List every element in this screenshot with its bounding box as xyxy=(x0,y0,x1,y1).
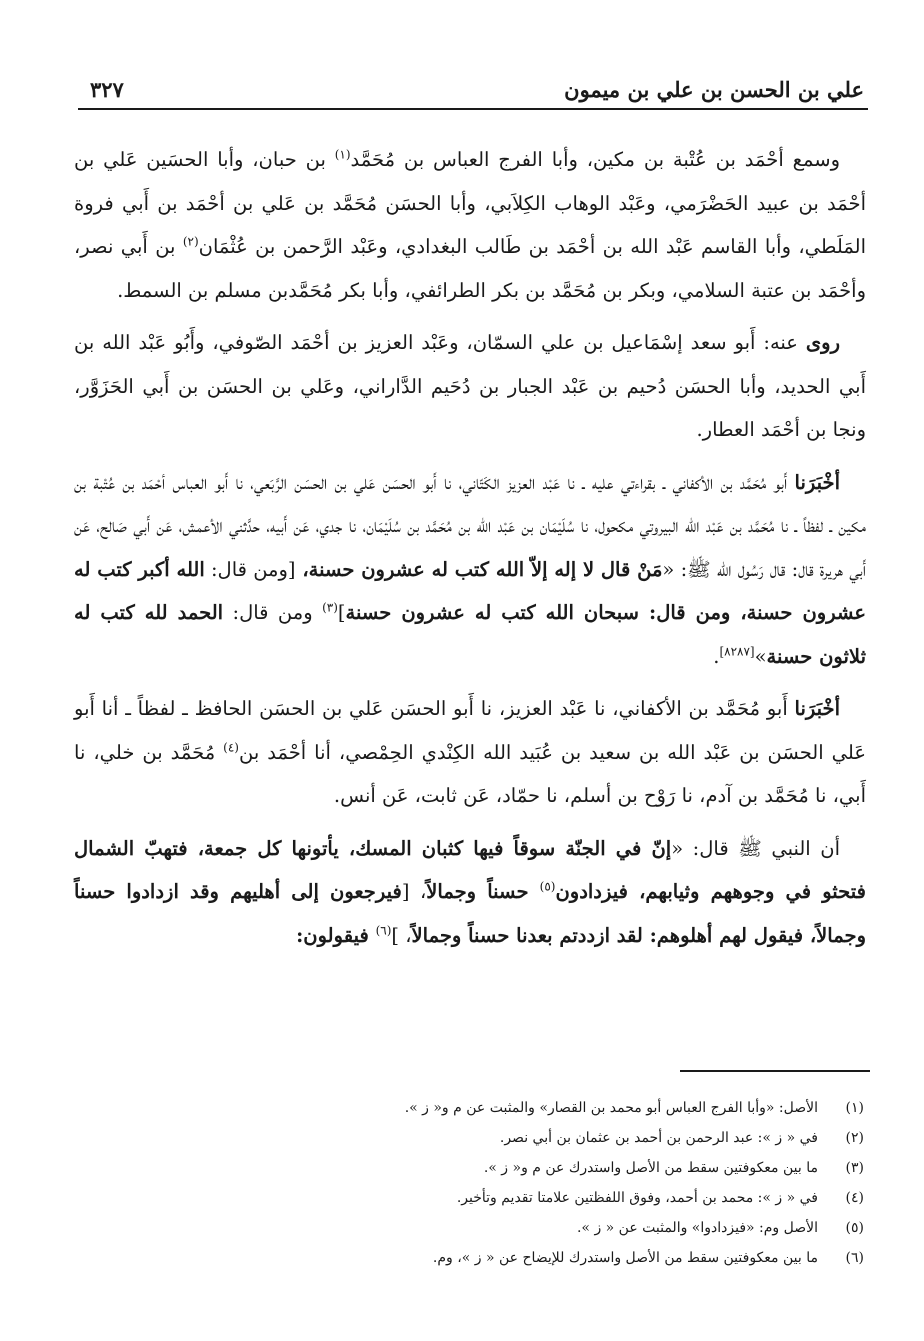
paragraph-lead-word: أخْبَرَنا xyxy=(794,697,840,720)
footnote xyxy=(74,1213,864,1243)
text-run: أن النبي ﷺ قال: « xyxy=(671,836,840,860)
running-header-title: علي بن الحسن بن علي بن ميمون xyxy=(564,77,864,102)
footnote xyxy=(74,1153,864,1183)
footnote xyxy=(74,1183,864,1213)
footnote-number: (٤) xyxy=(845,1190,864,1206)
hadith-text: إنّ في الجنّة سوقاً فيها كثبان المسك، يأتونها كل جمعة، فتهبّ الشمال فتحثو في وجوههم وثيابهم، فيزدادون xyxy=(74,836,866,903)
footnote-marker: [٨٢٨٧] xyxy=(719,644,755,658)
text-run: ] xyxy=(337,601,346,624)
main-text xyxy=(74,138,866,966)
text-run: [ومن قال: xyxy=(204,557,296,581)
footnote-number: (٦) xyxy=(845,1250,864,1266)
hadith-text: فيقولون: xyxy=(296,923,376,947)
footnote-marker: (٦) xyxy=(375,923,392,937)
paragraph xyxy=(74,827,866,958)
footnote-marker: (٣) xyxy=(322,600,338,615)
text-run: . xyxy=(713,644,720,668)
footnote-marker: (٥) xyxy=(539,879,556,894)
footnote-marker: (١) xyxy=(334,147,351,162)
text-run: وسمع أحْمَد بن عُتْبة بن مكين، وأبا الفرج العباس بن مُحَمَّد xyxy=(350,148,840,171)
footnote-text: ما بين معكوفتين سقط من الأصل واستدرك للإيضاح عن « ز »، وم. xyxy=(432,1250,818,1266)
footnote xyxy=(74,1123,864,1153)
paragraph xyxy=(74,687,866,818)
text-run: أَبو مُحَمَّد بن الأكفاني، نا عَبْد العزيز، نا أَبو الحسَن عَلي بن الحسَن الحافظ ـ لفظاً ـ أنا أَبو عَلي الحسَن بن عَبْد الله بن سعيد بن عُبَيد الله الكِنْدي الحِمْصي، أنا أحْمَد بن xyxy=(74,697,866,764)
footnote-divider xyxy=(680,1070,870,1072)
text-run: ، ] xyxy=(391,923,412,947)
footnote-text: الأصل وم: «فيزدادوا» والمثبت عن « ز ». xyxy=(576,1220,818,1236)
footnote-text: في « ز »: عبد الرحمن بن أحمد بن عثمان بن أبي نصر. xyxy=(499,1130,818,1146)
footnote-text: ما بين معكوفتين سقط من الأصل واستدرك عن م و« ز ». xyxy=(483,1160,818,1176)
footnote-marker: (٤) xyxy=(223,740,239,754)
hadith-text: مَنْ قال لا إله إلاّ الله كتب له عشرون حسنة، xyxy=(295,557,663,581)
footnote-text: الأصل: «وأبا الفرج العباس أبو محمد بن القصار» والمثبت عن م و« ز ». xyxy=(404,1100,818,1116)
footnote-text: في « ز »: محمد بن أحمد، وفوق اللفظتين علامتا تقديم وتأخير. xyxy=(456,1190,818,1206)
footnotes xyxy=(74,1093,864,1273)
text-run: بن أَبي نصر، وأحْمَد بن عتبة السلامي، وبكر بن مُحَمَّد بن بكر الطرائفي، وأبا بكر مُحَمَّدبن مسلم بن السمط. xyxy=(74,235,866,302)
footnote xyxy=(74,1093,864,1123)
text-run: مُحَمَّد بن خلي، نا أَبي، نا مُحَمَّد بن آدم، نا رَوْح بن أسلم، نا حمّاد، عَن ثابت، عَن أنس. xyxy=(74,740,866,807)
footnote-number: (١) xyxy=(845,1100,864,1116)
text-run: » xyxy=(754,644,767,668)
text-run: ومن قال: xyxy=(223,601,323,624)
footnote xyxy=(74,1243,864,1273)
running-header xyxy=(90,68,864,102)
footnote-marker: (٢) xyxy=(182,234,199,249)
footnote-number: (٥) xyxy=(845,1220,864,1236)
hadith-text: حسناً وجمالاً xyxy=(426,880,540,903)
paragraph xyxy=(74,138,866,312)
header-divider xyxy=(78,108,868,110)
hadith-text: الله أكبر كتب له عشرون حسنة، ومن قال: سبحان الله كتب له عشرون حسنة xyxy=(74,557,866,624)
paragraph xyxy=(74,461,866,679)
text-run: ، [ xyxy=(401,880,427,903)
paragraph xyxy=(74,321,866,452)
text-run: بن حبان، وأبا الحسَين عَلي بن أحْمَد بن عبيد الحَضْرَمي، وعَبْد الوهاب الكِلاَبي، وأبا الحسَن مُحَمَّد بن عَلي بن أحْمَد بن أَبي فروة المَلَطي، وأبا القاسم عَبْد الله بن أحْمَد بن طَالب البغدادي، وعَبْد الرَّحمن بن عُثْمَان xyxy=(74,148,867,258)
hadith-text: الحمد لله كتب له ثلاثون حسنة xyxy=(74,601,866,668)
footnote-number: (٣) xyxy=(845,1160,864,1176)
paragraph-lead-word: روى xyxy=(805,331,840,354)
text-run: عنه: أَبو سعد إسْمَاعيل بن علي السمّان، وعَبْد العزيز بن أحْمَد الصّوفي، وأَبُو عَبْد الله بن أَبي الحديد، وأبا الحسَن دُحيم بن عَبْد الجبار بن دُحَيم الدَّاراني، وعَلي بن الحسَن بن أَبي الحَزَوَّر، ونجا بن أحْمَد العطار. xyxy=(74,331,866,441)
text-run: أَبو مُحَمَّد بن الأكفاني ـ بقراءتي عليه ـ نا عَبْد العزيز الكَتّاني، نا أَبو الحسَن عَلي بن الحسَن الرَّبَعي، نا أَبو العباس أحْمَد بن عُتْبة بن مكين ـ لفظاً ـ نا مُحَمَّد بن عَبْد الله البيروتي مكحول، نا سُلَيْمَان بن عَبْد الله بن مُحَمَّد بن سُلَيْمَان، نا جدي، عَن أَبيه، حدَّثني الأعمش، عَن أَبي صَالح، عَن أَبي هريرة قال: قال رَسُول الله ﷺ: « xyxy=(74,470,866,581)
hadith-text: فيرجعون إلى أهليهم وقد ازدادوا حسناً وجمالاً، فيقول لهم أهلوهم: لقد ازددتم بعدنا حسناً وجمالاً xyxy=(74,880,866,947)
footnote-number: (٢) xyxy=(845,1130,864,1146)
paragraph-lead-word: أخْبَرَنا xyxy=(794,470,840,494)
page-number: ٣٢٧ xyxy=(90,77,124,102)
